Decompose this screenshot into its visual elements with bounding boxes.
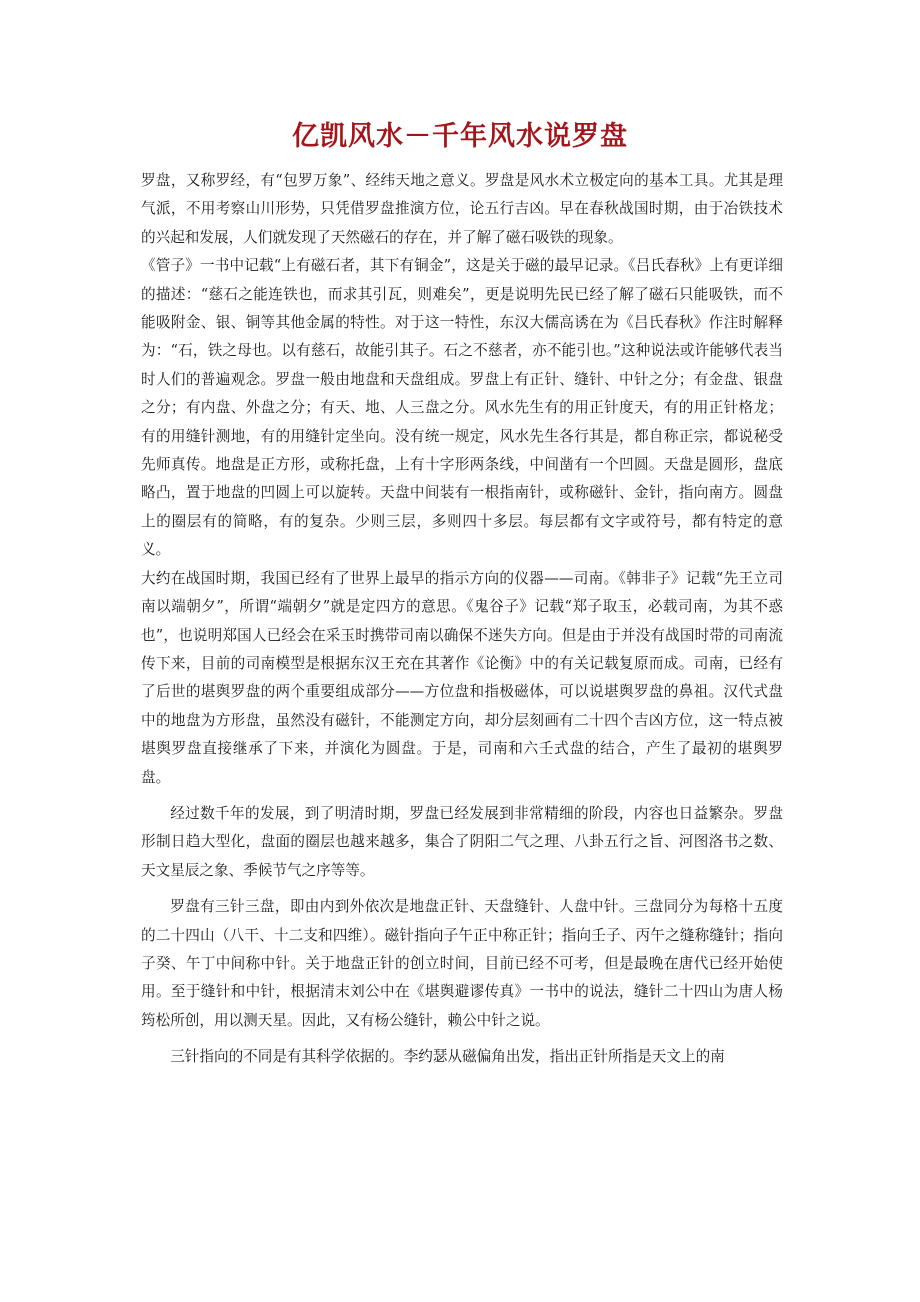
paragraph-magnet-records: 《管子》一书中记载“上有磁石者，其下有铜金”，这是关于磁的最早记录。《吕氏春秋》上有更详细的描述：“慈石之能连铁也，而求其引瓦，则难矣”，更是说明先民已经了解了磁石只能吸铁，而不能吸附金、银、铜等其他金属的特性。对于这一特性，东汉大儒高诱在为《吕氏春秋》作注时解释为：“石，铁之母也。以有慈石，故能引其子。石之不慈者，亦不能引也。”这种说法或许能够代表当时人们的普遍观念。罗盘一般由地盘和天盘组成。罗盘上有正针、缝针、中针之分；有金盘、银盘之分；有内盘、外盘之分；有天、地、人三盘之分。风水先生有的用正针度天，有的用正针格龙；有的用缝针测地，有的用缝针定坐向。没有统一规定，风水先生各行其是，都自称正宗，都说秘受先师真传。地盘是正方形，或称托盘，上有十字形两条线，中间凿有一个凹圆。天盘是圆形，盘底略凸，置于地盘的凹圆上可以旋转。天盘中间装有一根指南针，或称磁针、金针，指向南方。圆盘上的圈层有的简略，有的复杂。少则三层，多则四十多层。每层都有文字或符号，都有特定的意义。 <box>141 257 783 559</box>
paragraph-compass-intro: 罗盘，又称罗经，有“包罗万象”、经纬天地之意义。罗盘是风水术立极定向的基本工具。尤其是理气派，不用考察山川形势，只凭借罗盘推演方位，论五行吉凶。早在春秋战国时期，由于冶铁技术的兴起和发展，人们就发现了天然磁石的存在，并了解了磁石吸铁的现象。 <box>141 172 783 246</box>
paragraph-needle-science: 三针指向的不同是有其科学依据的。李约瑟从磁偏角出发，指出正针所指是天文上的南 <box>170 1048 725 1066</box>
document-title: 亿凯风水－千年风水说罗盘 <box>292 121 628 152</box>
paragraph-sinan: 大约在战国时期，我国已经有了世界上最早的指示方向的仪器——司南。《韩非子》记载“先王立司南以端朝夕”，所谓“端朝夕”就是定四方的意思。《鬼谷子》记载“郑子取玉，必载司南，为其不惑也”，也说明郑国人已经会在采玉时携带司南以确保不迷失方向。但是由于并没有战国时带的司南流传下来，目前的司南模型是根据东汉王充在其著作《论衡》中的有关记载复原而成。司南，已经有了后世的堪舆罗盘的两个重要组成部分——方位盘和指极磁体，可以说堪舆罗盘的鼻祖。汉代式盘中的地盘为方形盘，虽然没有磁针，不能测定方向，却分层刻画有二十四个吉凶方位，这一特点被堪舆罗盘直接继承了下来，并演化为圆盘。于是，司南和六壬式盘的结合，产生了最初的堪舆罗盘。 <box>141 569 783 786</box>
paragraph-three-needles: 罗盘有三针三盘，即由内到外依次是地盘正针、天盘缝针、人盘中针。三盘同分为每格十五度的二十四山（八干、十二支和四维）。磁针指向子午正中称正针；指向壬子、丙午之缝称缝针；指向子癸、午丁中间称中针。关于地盘正针的创立时间，目前已经不可考，但是最晚在唐代已经开始使用。至于缝针和中针，根据清末刘公中在《堪舆避谬传真》一书中的说法，缝针二十四山为唐人杨筠松所创，用以测天星。因此，又有杨公缝针，赖公中针之说。 <box>141 898 783 1029</box>
document-body <box>141 167 783 1072</box>
paragraph-ming-qing: 经过数千年的发展，到了明清时期，罗盘已经发展到非常精细的阶段，内容也日益繁杂。罗盘形制日趋大型化，盘面的圈层也越来越多，集合了阴阳二气之理、八卦五行之旨、河图洛书之数、天文星辰之象、季候节气之序等等。 <box>141 804 783 879</box>
